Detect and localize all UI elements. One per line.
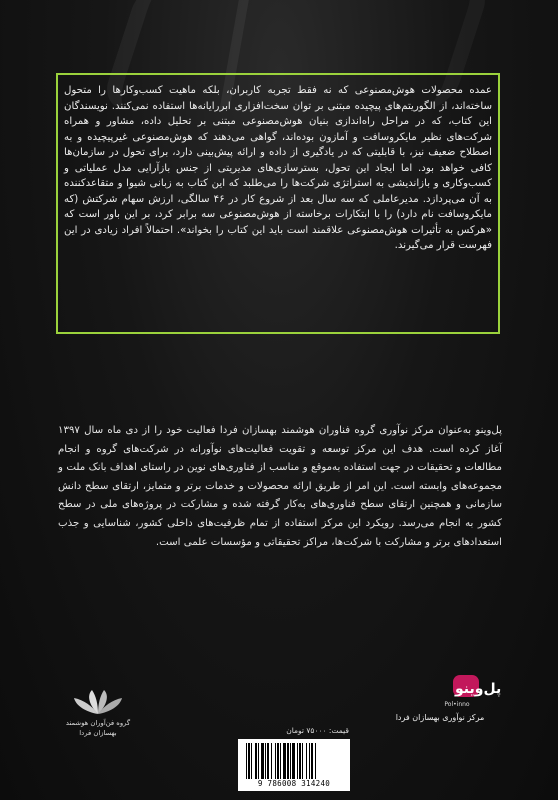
barcode-bar xyxy=(251,743,252,779)
isbn-number: 9 786008 314240 xyxy=(257,779,331,788)
barcode-bar xyxy=(275,743,276,779)
barcode-bar xyxy=(248,743,250,779)
quote-text: عمده محصولات هوش‌مصنوعی که نه فقط تجربه کاربران، بلکه ماهیت کسب‌وکارها را متحول ساخته‌اند، از الگوریتم‌های پیچیده مبتنی بر توان سخت‌افزاری ابررایانه‌ها استفاده نمی‌کنند. نویسندگان این کتاب، که در مراحل راه‌اندازی بنیان هوش‌مصنوعی مبتنی بر تحلیل داده، مشاور و همراه شرکت‌های نظیر مایکروسافت و آمازون بوده‌اند، گواهی می‌دهند که هوش‌مصنوعی غیرپیچیده و به اصطلاح ضعیف نیز، با قابلیتی که در یادگیری از داده و ارائه پیش‌بینی دارد، برای تحول در سازمان‌ها کافی خواهد بود. اما ایجاد این تحول، بسترسازی‌های مدیریتی از جنس بازآرایی مدل عملیاتی و کسب‌وکاری و بازاندیشی به استراتژی شرکت‌ها را می‌طلبد که این کتاب به زبانی شیوا و متقاعدکننده به آن می‌پردازد. مدیرعاملی که سه سال بعد از شروع کار در ۴۶ سالگی، ارزش سهام شرکتش (که مایکروسافت نام دارد) را با ابتکارات برخاسته از هوش‌مصنوعی سه برابر کرد، بر این باور است که «هرکس به تأثیرات هوش‌مصنوعی علاقمند است باید این کتاب را بخواند». احتمالاً افراد زیادی در این فهرست قرار می‌گیرند. xyxy=(64,85,492,251)
barcode-bar xyxy=(287,743,289,779)
group-name-line1: گروه فن‌آوران هوشمند xyxy=(65,719,131,727)
isbn-barcode xyxy=(238,739,350,791)
barcode-bar xyxy=(255,743,257,779)
barcode-bar xyxy=(290,743,291,779)
barcode-bar xyxy=(315,743,316,779)
group-name-line2: بهسازان فردا xyxy=(79,729,117,737)
barcode-bar xyxy=(297,743,298,779)
barcode-bar xyxy=(258,743,259,779)
barcode-bar xyxy=(261,743,264,779)
barcode-bar xyxy=(265,743,266,779)
barcode-bar xyxy=(280,743,281,779)
polinno-logo xyxy=(380,673,500,722)
polinno-logo-sub: Pol•inno xyxy=(444,701,470,708)
barcode-bar xyxy=(271,743,272,779)
about-paragraph: پل‌وینو به‌عنوان مرکز نوآوری گروه فناوران هوشمند بهسازان فردا فعالیت خود را از دی ماه سال ۱۳۹۷ آغاز کرده است. هدف این مرکز توسعه و تقویت فعالیت‌های نوآورانه در شرکت‌های گروه و انجام مطالعات و تحقیقات در جهت استفاده به‌موقع و مناسب از فناوری‌های نوین در راستای اهداف بانک ملت و مجموعه‌های وابسته است. این امر از طریق ارائه محصولات و خدمات برتر و متمایز، ارتقای سطح دانش سازمانی و همچنین ارتقای سطح فناوری‌های به‌کار گرفته شده و مشارکت در پروژه‌های ملی در سطح کشور به انجام می‌رسد. رویکرد این مرکز استفاده از تمام ظرفیت‌های داخلی کشور، شناسایی و جذب استعدادهای برتر و مشارکت با شرکت‌ها، مراکز تحقیقاتی و مؤسسات علمی است. xyxy=(58,425,502,548)
quote-frame xyxy=(56,73,500,334)
polinno-logo-mark xyxy=(395,673,502,709)
barcode-bar xyxy=(246,743,247,779)
barcode-bar xyxy=(309,743,310,779)
group-logo xyxy=(58,686,138,738)
barcode-bar xyxy=(267,743,269,779)
flower-logo-icon xyxy=(68,686,128,718)
barcode-bar xyxy=(311,743,313,779)
barcode-bar xyxy=(299,743,301,779)
barcode-bar xyxy=(302,743,303,779)
barcode-bar xyxy=(292,743,295,779)
barcode-bar xyxy=(306,743,307,779)
price-label: قیمت: ۷۵۰۰۰ تومان xyxy=(286,726,349,735)
polinno-center-name: مرکز نوآوری بهسازان فردا xyxy=(395,713,485,722)
polinno-logo-text: پل‌وینو xyxy=(455,681,502,697)
barcode-bars xyxy=(245,743,343,779)
barcode-bar xyxy=(277,743,279,779)
barcode-bar xyxy=(283,743,286,779)
